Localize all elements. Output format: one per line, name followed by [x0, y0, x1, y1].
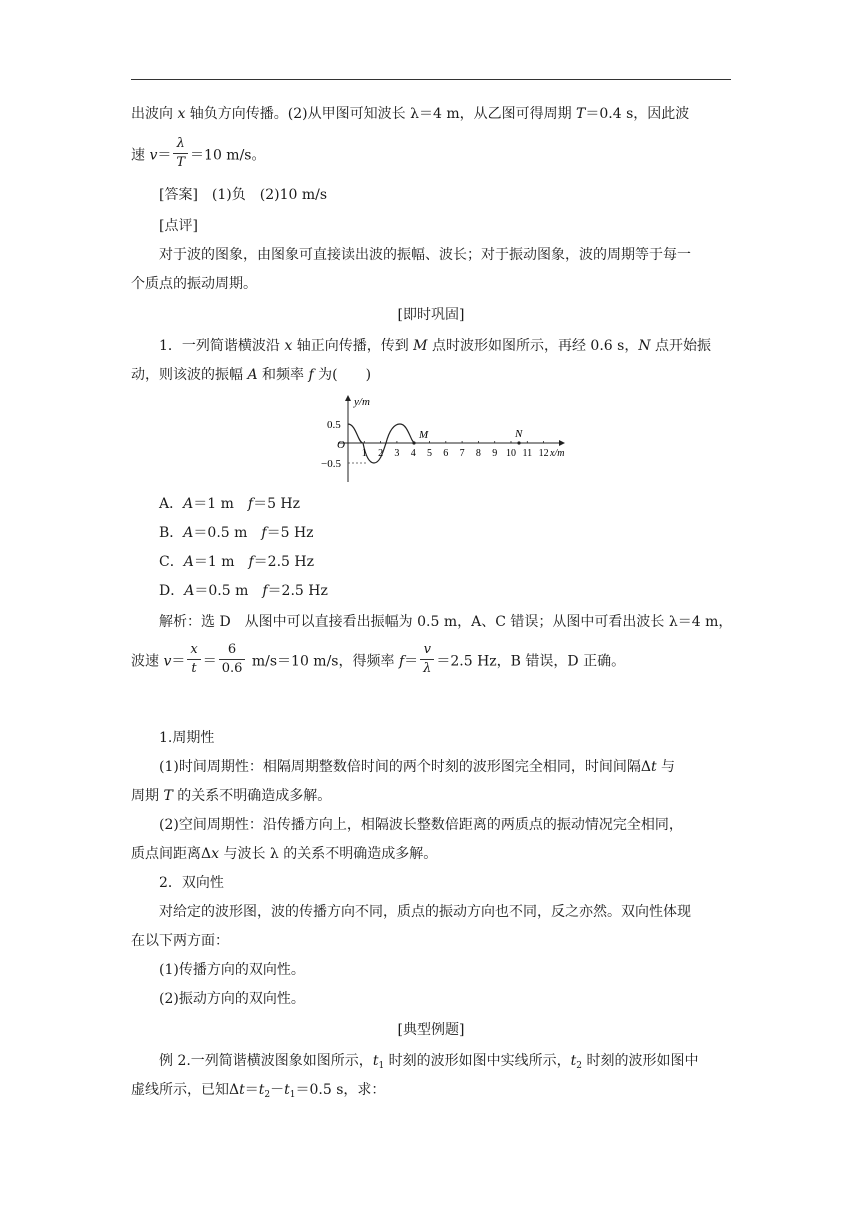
- text-line: (2)空间周期性：沿传播方向上，相隔波长整数倍距离的两质点的振动情况完全相同，: [159, 817, 683, 833]
- origin-label: O: [337, 439, 345, 451]
- text-line: (1)时间周期性：相隔周期整数倍时间的两个时刻的波形图完全相同，时间间隔Δt 与: [159, 759, 676, 775]
- x-tick-label: 7: [459, 448, 465, 459]
- fraction: $\frac{\lambda}{T}$: [173, 135, 188, 172]
- x-tick-label: 6: [443, 448, 449, 459]
- comment-title: [点评]: [159, 218, 198, 234]
- example-line: 虚线所示，已知$\Delta t=t_2-t_1=0.5$ s，求：: [131, 1082, 386, 1100]
- x-tick-label: 1: [361, 448, 367, 459]
- x-tick-label: 11: [522, 448, 533, 459]
- text-line: 质点间距离Δx 与波长 λ 的关系不明确造成多解。: [131, 846, 438, 862]
- x-tick-label: 5: [427, 448, 432, 459]
- example-line: 例 2.一列简谐横波图象如图所示，$t_1$ 时刻的波形如图中实线所示，$t_2$ 时刻的波形如图中: [159, 1053, 699, 1071]
- x-tick-label: 3: [394, 448, 400, 459]
- solution-line: 解析：选 D 从图中可以直接看出振幅为 0.5 m，A、C 错误；从图中可看出波长 λ＝4 m，: [159, 614, 733, 630]
- point-M-label: M: [419, 429, 429, 441]
- text-line: 在以下两方面：: [131, 933, 229, 949]
- option-c: C．A＝1 m f＝2.5 Hz: [159, 554, 314, 570]
- x-tick-label: 2: [378, 448, 384, 459]
- wave-figure: [318, 392, 572, 484]
- subheading: 1.周期性: [159, 730, 215, 746]
- text-line: 对给定的波形图，波的传播方向不同，质点的振动方向也不同，反之亦然。双向性体现: [159, 904, 691, 920]
- text-line: 出波向 x 轴负方向传播。(2)从甲图可知波长 λ＝4 m，从乙图可得周期 T＝0.4 s，因此波: [131, 106, 690, 122]
- x-tick-label: 8: [475, 448, 481, 459]
- fraction: $\frac{x}{t}$: [187, 641, 200, 678]
- fraction: $\frac{6}{0.6}$: [219, 641, 246, 678]
- x-tick-label: 4: [410, 448, 416, 459]
- header-rule: [131, 79, 731, 80]
- section-heading: [即时巩固]: [397, 307, 465, 323]
- point-N: [517, 441, 520, 444]
- option-a: A．A＝1 m f＝5 Hz: [159, 496, 301, 512]
- option-b: B．A＝0.5 m f＝5 Hz: [159, 525, 314, 541]
- x-tick-label: 10: [506, 448, 516, 459]
- comment-line: 个质点的振动周期。: [131, 276, 257, 292]
- text-line: 周期 T 的关系不明确造成多解。: [131, 788, 332, 804]
- subheading: 2．双向性: [159, 875, 224, 891]
- answer: [答案] (1)负 (2)10 m/s: [159, 187, 328, 203]
- x-axis-label: x/m: [550, 448, 565, 459]
- y-tick-label: 0.5: [327, 419, 341, 431]
- option-d: D．A＝0.5 m f＝2.5 Hz: [159, 583, 328, 599]
- solution-line: 波速 v＝ $\frac{x}{t}$ ＝ $\frac{6}{0.6}$ m/s＝10 m/s，得频率 f＝ $\frac{v}{\lambda}$ ＝2.5 Hz，B 错误，D 正确。: [131, 642, 626, 676]
- x-tick-label: 12: [538, 448, 549, 459]
- point-N-label: N: [515, 428, 523, 440]
- text-line: 速 v＝ $\frac{\lambda}{T}$ ＝10 m/s。: [131, 136, 266, 170]
- x-ticks: [362, 441, 549, 459]
- y-axis-label: y/m: [354, 396, 370, 408]
- x-tick-label: 9: [492, 448, 498, 459]
- question-line: 1．一列简谐横波沿 x 轴正向传播，传到 M 点时波形如图所示，再经 0.6 s，N 点开始振: [159, 338, 712, 354]
- fraction: $\frac{v}{\lambda}$: [420, 641, 434, 678]
- text-line: (1)传播方向的双向性。: [159, 962, 305, 978]
- y-tick-label: −0.5: [321, 458, 341, 470]
- section-heading: [典型例题]: [397, 1022, 465, 1038]
- text-line: (2)振动方向的双向性。: [159, 991, 305, 1007]
- comment-line: 对于波的图象，由图象可直接读出波的振幅、波长；对于振动图象，波的周期等于每一: [159, 247, 691, 263]
- question-line: 动，则该波的振幅 A 和频率 f 为( ): [131, 367, 372, 383]
- point-M: [412, 441, 415, 444]
